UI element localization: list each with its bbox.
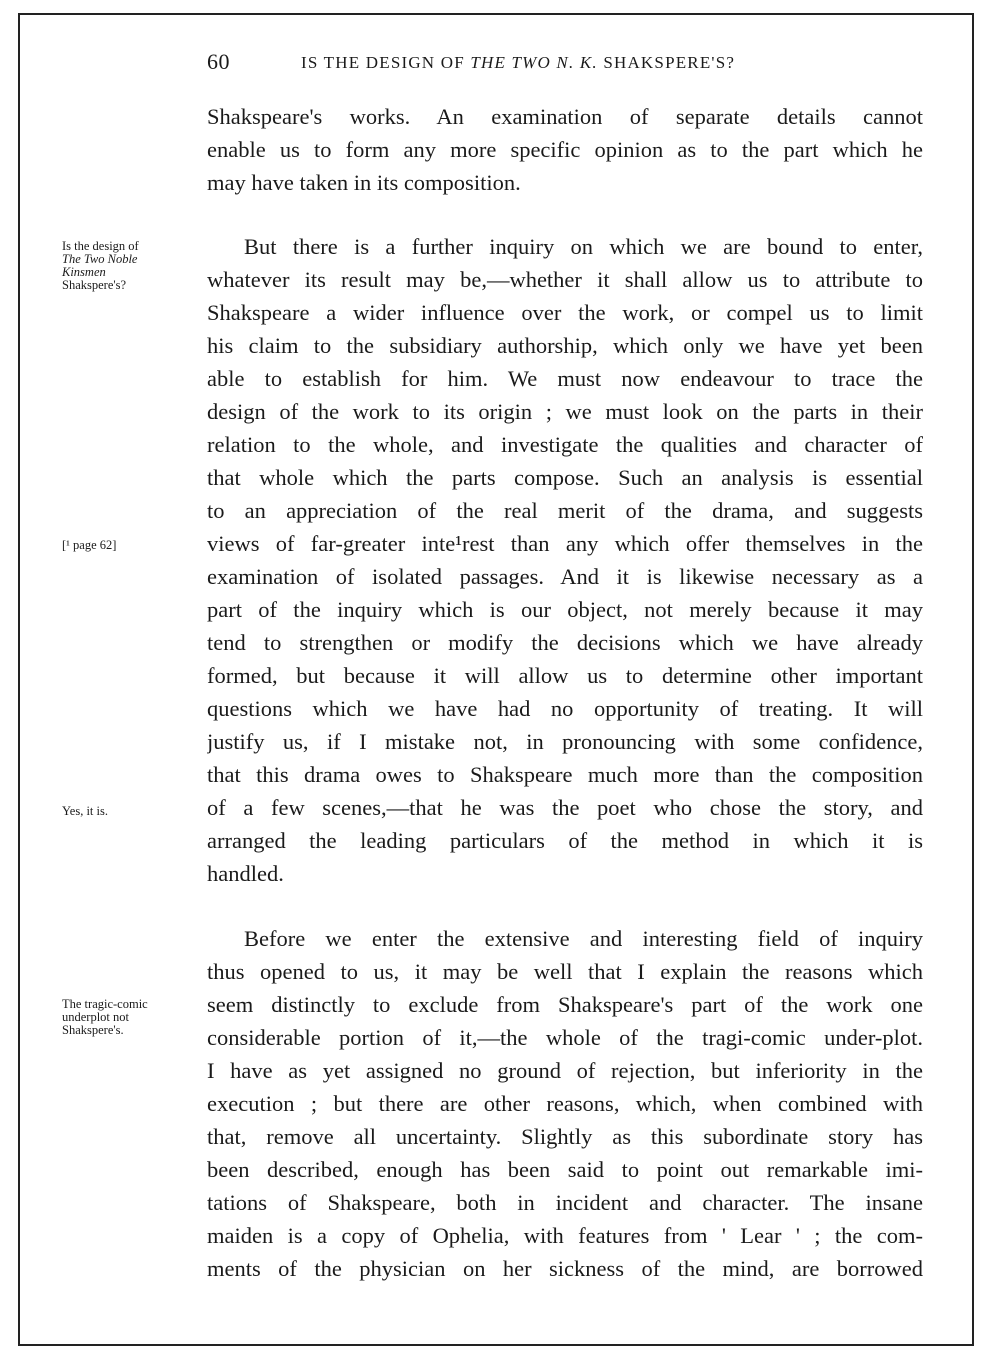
margin-note-design: Is the design of The Two Noble Kinsmen Shakspere's? xyxy=(62,239,139,292)
text-line: maiden is a copy of Ophelia, with features from ' Lear ' ; the com- xyxy=(207,1223,923,1248)
text-line: arranged the leading particulars of the method in which it is xyxy=(207,828,923,853)
running-head-title: IS THE DESIGN OF THE TWO N. K. SHAKSPERE'S? xyxy=(301,53,736,72)
text-line: to an appreciation of the real merit of the drama, and suggests xyxy=(207,498,923,523)
text-line: that, remove all uncertainty. Slightly as this subordinate story has xyxy=(207,1124,923,1149)
text-line: justify us, if I mistake not, in pronouncing with some confidence, xyxy=(207,729,923,754)
text-line: considerable portion of it,—the whole of the tragi-comic under-plot. xyxy=(207,1025,923,1050)
text-line: handled. xyxy=(207,861,284,886)
text-line: execution ; but there are other reasons, which, when combined with xyxy=(207,1091,923,1116)
margin-note-underplot: The tragic-comic underplot not Shakspere's. xyxy=(62,997,148,1037)
text-line: tend to strengthen or modify the decisions which we have already xyxy=(207,630,923,655)
page-number: 60 xyxy=(207,49,230,74)
text-line: thus opened to us, it may be well that I explain the reasons which xyxy=(207,959,923,984)
text-line: questions which we have had no opportunity of treating. It will xyxy=(207,696,923,721)
text-line: examination of isolated passages. And it is likewise necessary as a xyxy=(207,564,923,589)
text-line: that this drama owes to Shakspeare much more than the composition xyxy=(207,762,923,787)
text-line: able to establish for him. We must now endeavour to trace the xyxy=(207,366,923,391)
text-line: may have taken in its composition. xyxy=(207,170,521,195)
text-line: ments of the physician on her sickness of the mind, are borrowed xyxy=(207,1256,923,1281)
text-line: been described, enough has been said to point out remarkable imi- xyxy=(207,1157,923,1182)
text-line: his claim to the subsidiary authorship, which only we have yet been xyxy=(207,333,923,358)
text-line: Before we enter the extensive and interesting field of inquiry xyxy=(244,926,923,951)
margin-note-page-ref: [¹ page 62] xyxy=(62,538,117,552)
text-line: tations of Shakspeare, both in incident and character. The insane xyxy=(207,1190,923,1215)
text-line: of a few scenes,—that he was the poet who chose the story, and xyxy=(207,795,923,820)
text-line: that whole which the parts compose. Such an analysis is essential xyxy=(207,465,923,490)
text-line: But there is a further inquiry on which we are bound to enter, xyxy=(244,234,923,259)
running-header xyxy=(207,51,923,81)
text-line: design of the work to its origin ; we must look on the parts in their xyxy=(207,399,923,424)
margin-note-yes: Yes, it is. xyxy=(62,804,108,818)
text-line: views of far-greater inte¹rest than any which offer themselves in the xyxy=(207,531,923,556)
text-line: formed, but because it will allow us to determine other important xyxy=(207,663,923,688)
text-line: seem distinctly to exclude from Shakspeare's part of the work one xyxy=(207,992,923,1017)
text-line: part of the inquiry which is our object, not merely because it may xyxy=(207,597,923,622)
text-line: relation to the whole, and investigate the qualities and character of xyxy=(207,432,923,457)
text-line: Shakspeare's works. An examination of separate details cannot xyxy=(207,104,923,129)
text-line: I have as yet assigned no ground of rejection, but inferiority in the xyxy=(207,1058,923,1083)
text-line: Shakspeare a wider influence over the work, or compel us to limit xyxy=(207,300,923,325)
text-line: whatever its result may be,—whether it shall allow us to attribute to xyxy=(207,267,923,292)
text-line: enable us to form any more specific opinion as to the part which he xyxy=(207,137,923,162)
